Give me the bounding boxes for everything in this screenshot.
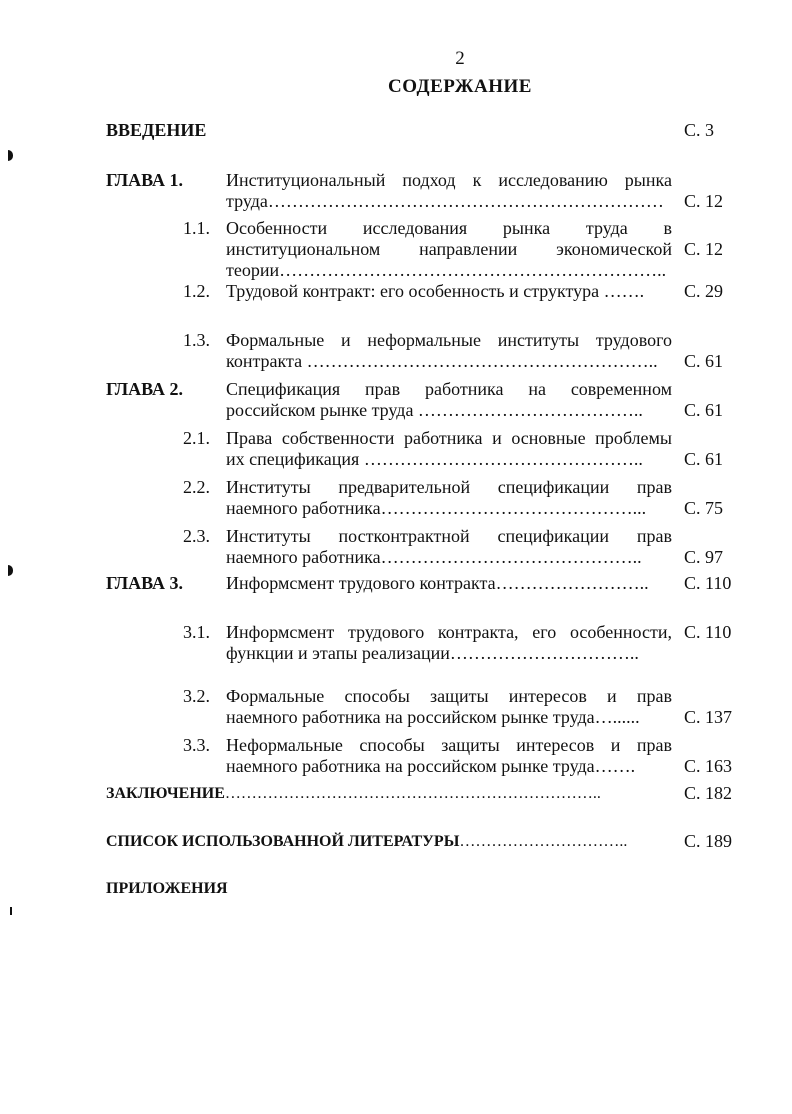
toc-entry-section[interactable]: [0, 526, 792, 570]
section-number: 1.3.: [183, 330, 210, 350]
toc-page: С. 110: [684, 573, 732, 593]
page-number: 2: [455, 48, 465, 69]
toc-entry-section[interactable]: [0, 686, 792, 730]
toc-label: ВВЕДЕНИЕ: [106, 120, 207, 140]
toc-label: ГЛАВА 2.: [106, 379, 184, 399]
toc-page: С. 97: [684, 547, 724, 567]
toc-entry-appendix[interactable]: [0, 878, 792, 900]
toc-title: [226, 526, 672, 568]
toc-title-line: наемного работника на российском рынке труда…….: [226, 756, 636, 776]
toc-entry-references[interactable]: [0, 831, 792, 853]
toc-page: С. 189: [684, 831, 733, 851]
toc-page: С. 61: [684, 449, 724, 469]
toc-label-text: ЗАКЛЮЧЕНИЕ: [106, 785, 225, 802]
toc-title: [226, 379, 672, 421]
section-number: 2.3.: [183, 526, 210, 546]
toc-title-line: контракта …………………………………………………..: [226, 351, 658, 371]
toc-page: С. 3: [684, 120, 715, 140]
toc-title: [226, 170, 672, 212]
toc-label: ПРИЛОЖЕНИЯ: [106, 880, 228, 897]
toc-title-line: Информсмент трудового контракта, его особенности,: [226, 622, 672, 642]
toc-title: [226, 218, 672, 281]
toc-entry-chapter[interactable]: [0, 170, 792, 214]
toc-entry-section[interactable]: [0, 735, 792, 779]
toc-entry-conclusion[interactable]: [0, 783, 792, 805]
section-number: 2.2.: [183, 477, 210, 497]
toc-title-line: Трудовой контракт: его особенность и структура …….: [226, 281, 645, 301]
section-number: 2.1.: [183, 428, 210, 448]
toc-page: С. 163: [684, 756, 733, 776]
toc-entry-chapter[interactable]: [0, 379, 792, 423]
toc-title-line: труда…………………………………………………………: [226, 191, 664, 211]
section-number: 3.1.: [183, 622, 210, 642]
toc-page: С. 29: [684, 281, 724, 301]
toc-title-line: Формальные способы защиты интересов и прав: [226, 686, 672, 706]
toc-title-line: Спецификация прав работника на современном: [226, 379, 672, 399]
toc-title-line: институциональном направлении экономической: [226, 239, 672, 259]
toc-label-text: СПИСОК ИСПОЛЬЗОВАННОЙ ЛИТЕРАТУРЫ: [106, 833, 460, 850]
toc-title-line: наемного работника……………………………………...: [226, 498, 647, 518]
toc-title: [226, 735, 672, 777]
toc-entry-section[interactable]: [0, 330, 792, 374]
toc-title-line: функции и этапы реализации…………………………..: [226, 643, 639, 663]
section-number: 3.3.: [183, 735, 210, 755]
toc-page: С. 12: [684, 239, 724, 259]
toc-title-line: Неформальные способы защиты интересов и прав: [226, 735, 672, 755]
section-number: 1.1.: [183, 218, 210, 238]
toc-page: С. 61: [684, 400, 724, 420]
toc-entry-chapter[interactable]: [0, 573, 792, 595]
toc-entry-section[interactable]: [0, 477, 792, 521]
toc-page: С. 182: [684, 783, 733, 803]
toc-label: ГЛАВА 3.: [106, 573, 184, 593]
toc-title-line: их спецификация ………………………………………..: [226, 449, 643, 469]
toc-entry-section[interactable]: [0, 281, 792, 303]
toc-label: [106, 783, 601, 804]
toc-title: [226, 573, 672, 594]
toc-title-line: Информсмент трудового контракта……………………..: [226, 573, 649, 593]
section-number: 3.2.: [183, 686, 210, 706]
toc-title-line: наемного работника на российском рынке труда…......: [226, 707, 640, 727]
toc-page: С. 61: [684, 351, 724, 371]
toc-page: С. 110: [684, 622, 732, 642]
toc-entry-section[interactable]: [0, 428, 792, 472]
toc-leader-dots: ……………………………………………………………..: [224, 785, 601, 802]
toc-title: [226, 281, 672, 302]
toc-title: [226, 622, 672, 664]
toc-leader-dots: …………………………..: [459, 833, 628, 850]
toc-label: ГЛАВА 1.: [106, 170, 184, 190]
toc-title: [226, 330, 672, 372]
toc-title: [226, 477, 672, 519]
toc-title-line: российском рынке труда ………………………………..: [226, 400, 643, 420]
toc-title-line: наемного работника……………………………………..: [226, 547, 642, 567]
toc-label: [106, 831, 627, 852]
toc-page: С. 12: [684, 191, 724, 211]
toc-entry-section[interactable]: [0, 218, 792, 282]
toc-title: [226, 686, 672, 728]
toc-title-line: Формальные и неформальные институты трудового: [226, 330, 672, 350]
toc-title-line: Институты предварительной спецификации прав: [226, 477, 672, 497]
toc-page: С. 75: [684, 498, 724, 518]
section-number: 1.2.: [183, 281, 210, 301]
toc-title-line: Права собственности работника и основные проблемы: [226, 428, 672, 448]
toc-title-line: Особенности исследования рынка труда в: [226, 218, 672, 238]
toc-entry-intro[interactable]: [0, 120, 792, 142]
toc-title: [226, 428, 672, 470]
toc-page: С. 137: [684, 707, 733, 727]
page-title: СОДЕРЖАНИЕ: [388, 76, 532, 97]
toc-title-line: Институты постконтрактной спецификации прав: [226, 526, 672, 546]
toc-title-line: Институциональный подход к исследованию рынка: [226, 170, 672, 190]
toc-title-line: теории………………………………………………………..: [226, 260, 667, 280]
toc-entry-section[interactable]: [0, 622, 792, 666]
